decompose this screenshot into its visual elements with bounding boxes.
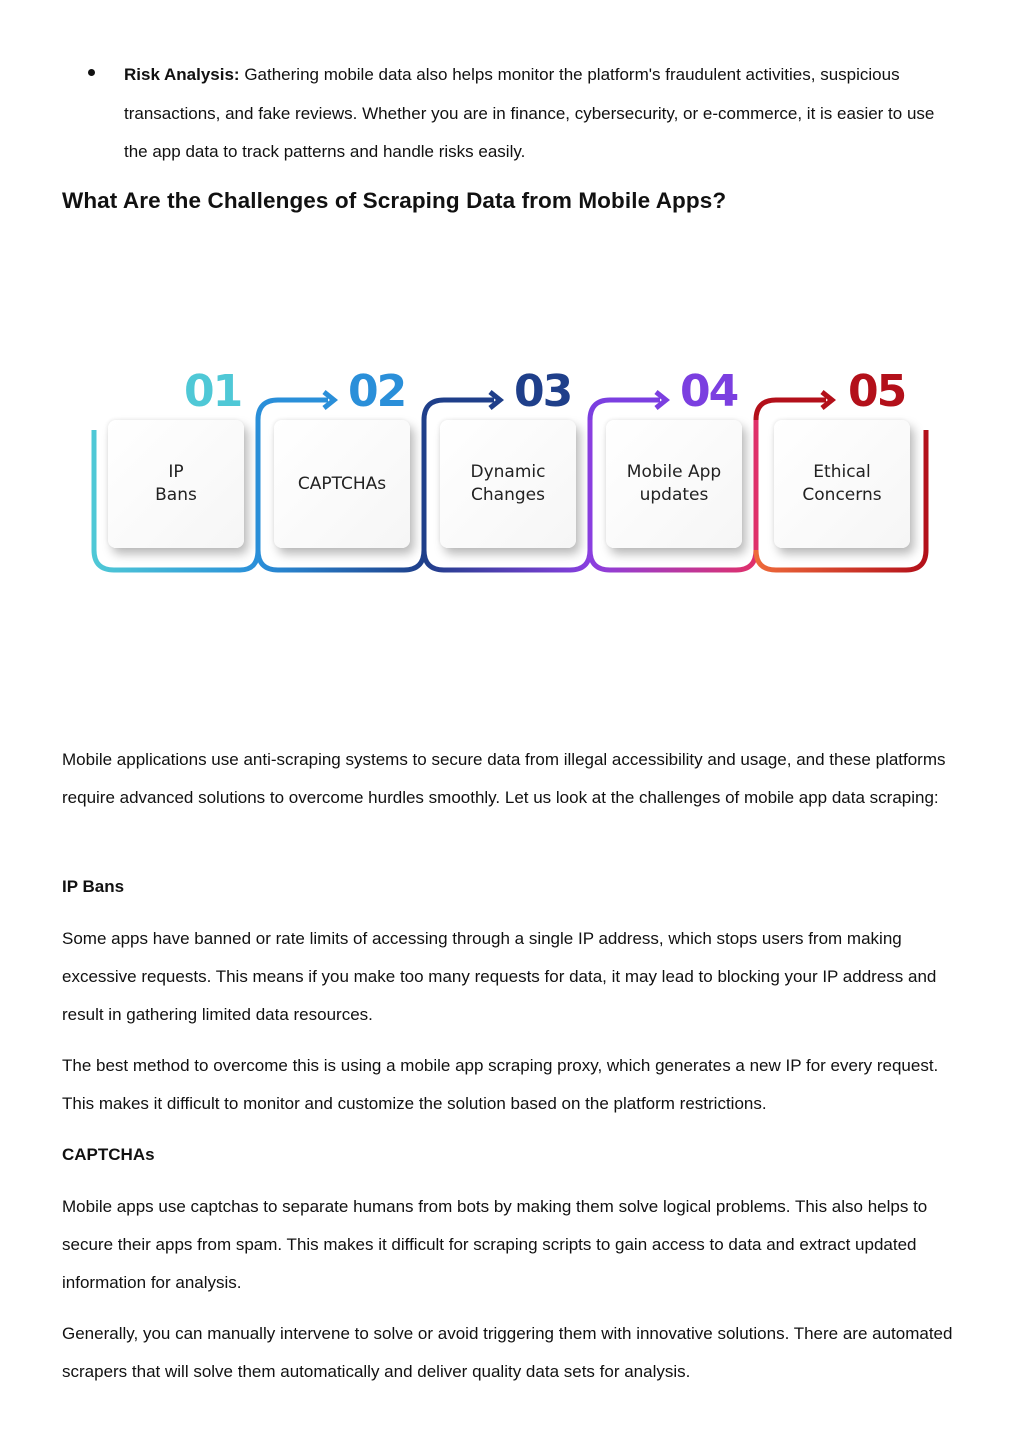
step-number-5: 05	[848, 366, 906, 417]
connector-arrow-2	[258, 400, 328, 420]
connector-arrow-3	[424, 400, 494, 420]
step-label-4: Mobile App updates	[626, 462, 722, 505]
bullet-body: Gathering mobile data also helps monitor the platform's fraudulent activities, suspicious transactions, and fake reviews. Whether you are in finance, cybersecurity, or e-commerce, it is easier to use the app data to track patterns and handle risks easily.	[124, 65, 935, 161]
step-number-3: 03	[514, 366, 572, 417]
captchas-paragraph-1: Mobile apps use captchas to separate humans from bots by making them solve logical problems. This also helps to secure their apps from spam. This makes it difficult for scraping scripts to gain access to data and extract updated information for analysis.	[62, 1197, 928, 1292]
step-card-5	[774, 420, 910, 548]
step-card-4	[606, 420, 742, 548]
step-number-1: 01	[184, 366, 242, 417]
step-label-1: IP Bans	[155, 462, 197, 505]
step-card-1	[108, 420, 244, 548]
connector-arrow-4	[590, 400, 660, 420]
intro-paragraph: Mobile applications use anti-scraping systems to secure data from illegal accessibility and usage, and these platforms require advanced solutions to overcome hurdles smoothly. Let us look at the challenges of mobile app data scraping:	[62, 750, 946, 807]
connector-arrow-5	[756, 400, 826, 420]
challenges-diagram	[80, 360, 950, 590]
step-card-2	[274, 420, 410, 548]
step-number-2: 02	[348, 366, 406, 417]
bullet-text	[124, 56, 938, 172]
step-card-3	[440, 420, 576, 548]
ip-bans-paragraph-1: Some apps have banned or rate limits of accessing through a single IP address, which stops users from making excessive requests. This means if you make too many requests for data, it may lead to blocking your IP address and result in gathering limited data resources.	[62, 929, 937, 1024]
bullet-dot	[88, 69, 95, 76]
bullet-item-risk-analysis	[88, 56, 938, 172]
captchas-paragraph-2: Generally, you can manually intervene to solve or avoid triggering them with innovative solutions. There are automated scrapers that will solve them automatically and deliver quality data sets for analysis.	[62, 1324, 953, 1381]
bullet-label: Risk Analysis:	[124, 65, 240, 84]
subheading-captchas: CAPTCHAs	[62, 1145, 155, 1164]
step-label-3: Dynamic Changes	[470, 462, 546, 505]
step-label-5: Ethical Concerns	[802, 462, 882, 505]
subheading-ip-bans: IP Bans	[62, 877, 125, 896]
step-number-4: 04	[680, 366, 738, 417]
ip-bans-paragraph-2: The best method to overcome this is using a mobile app scraping proxy, which generates a new IP for every request. This makes it difficult to monitor and customize the solution based on the platform restrictions.	[62, 1056, 939, 1113]
step-label-2: CAPTCHAs	[297, 473, 387, 494]
section-heading: What Are the Challenges of Scraping Data from Mobile Apps?	[62, 188, 727, 213]
